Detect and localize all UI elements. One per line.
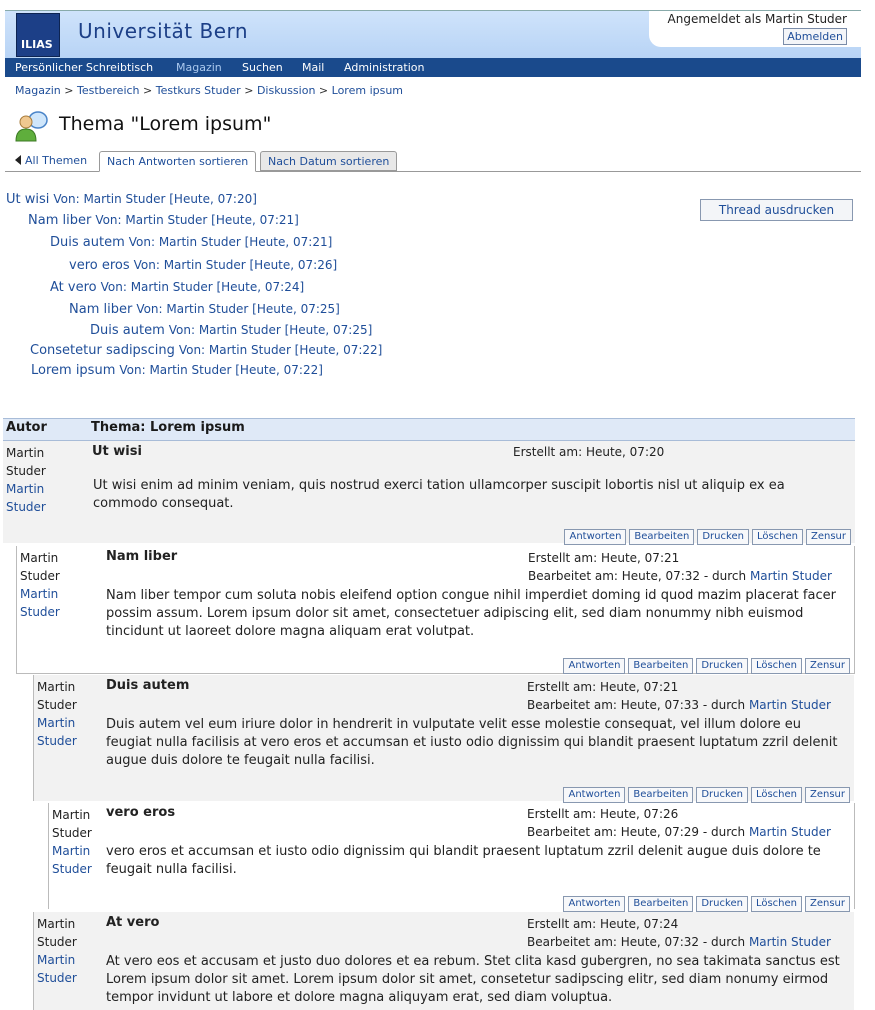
- censor-button[interactable]: Zensur: [806, 529, 851, 545]
- edit-button[interactable]: Bearbeiten: [628, 896, 693, 912]
- author-link-first: Martin: [6, 482, 45, 496]
- university-name: Universität Bern: [78, 19, 249, 43]
- tree-node-title: Consetetur sadipscing: [30, 343, 175, 358]
- author-first-name: Martin: [37, 917, 76, 931]
- tree-node-title: Nam liber: [69, 302, 133, 317]
- tree-node-meta: Von: Martin Studer [Heute, 07:22]: [119, 363, 323, 377]
- tree-node[interactable]: [50, 235, 332, 250]
- author-first-name: Martin: [6, 446, 45, 460]
- tree-node-title: Duis autem: [90, 323, 165, 338]
- censor-button[interactable]: Zensur: [805, 658, 850, 674]
- author-link-first: Martin: [52, 844, 91, 858]
- author-last-name: Studer: [20, 569, 60, 583]
- post: [3, 441, 855, 543]
- delete-button[interactable]: Löschen: [751, 658, 802, 674]
- print-button[interactable]: Drucken: [696, 787, 748, 803]
- reply-button[interactable]: Antworten: [563, 787, 625, 803]
- post: [33, 912, 854, 1010]
- tree-node-meta: Von: Martin Studer [Heute, 07:21]: [95, 213, 299, 227]
- ilias-logo[interactable]: [16, 13, 60, 57]
- post-body: At vero eos et accusam et justo duo dolores et ea rebum. Stet clita kasd gubergren, no sea takimata sanctus est Lorem ipsum dolor sit amet. Lorem ipsum dolor sit amet, consetetur sadipscing elitr, sed diam nonumy eirmod tempor invidunt ut labore et dolore magna aliquyam erat, sed diam voluptua.: [106, 954, 840, 1005]
- tab-all-themes-label: All Themen: [25, 154, 88, 167]
- nav-administration[interactable]: Administration: [344, 61, 425, 74]
- post-edited: [528, 569, 832, 583]
- post-subject: Duis autem: [106, 678, 190, 693]
- edited-by-link[interactable]: Martin Studer: [748, 698, 831, 712]
- post-author-name: [20, 549, 60, 585]
- edited-text: Bearbeitet am: Heute, 07:33 - durch: [527, 698, 749, 712]
- post-author-name: [52, 806, 92, 842]
- edit-button[interactable]: Bearbeiten: [629, 529, 694, 545]
- post-edited: [527, 825, 831, 839]
- post-created: Erstellt am: Heute, 07:26: [527, 807, 679, 821]
- post-edited: [527, 698, 831, 712]
- post-body: vero eros et accumsan et iusto odio dignissim qui blandit praesent luptatum zzril delenit augue duis dolore te feugait nulla facilisi.: [106, 844, 821, 877]
- edit-button[interactable]: Bearbeiten: [628, 787, 693, 803]
- post-author-link[interactable]: [37, 714, 77, 750]
- post-author-name: [6, 444, 46, 480]
- nav-magazin[interactable]: Magazin: [176, 61, 222, 74]
- nav-mail[interactable]: Mail: [302, 61, 325, 74]
- breadcrumb-separator: >: [139, 84, 156, 97]
- logged-in-label: Angemeldet als Martin Studer: [667, 12, 847, 26]
- post: [16, 546, 855, 674]
- user-box: [649, 11, 861, 47]
- post-subject: Ut wisi: [92, 444, 142, 459]
- edited-text: Bearbeitet am: Heute, 07:29 - durch: [527, 825, 749, 839]
- post-created: Erstellt am: Heute, 07:24: [527, 917, 679, 931]
- author-last-name: Studer: [37, 935, 77, 949]
- post-subject: vero eros: [106, 805, 176, 820]
- tree-node[interactable]: [28, 213, 299, 228]
- breadcrumb-item[interactable]: Testkurs Studer: [155, 84, 241, 97]
- breadcrumb-separator: >: [315, 84, 332, 97]
- breadcrumb-separator: >: [60, 84, 77, 97]
- post-edited: [527, 935, 831, 949]
- tree-node-meta: Von: Martin Studer [Heute, 07:24]: [100, 280, 305, 294]
- edit-button[interactable]: Bearbeiten: [628, 658, 693, 674]
- post-author-name: [37, 915, 77, 951]
- author-first-name: Martin: [20, 551, 59, 565]
- censor-button[interactable]: Zensur: [805, 787, 850, 803]
- back-arrow-icon: [15, 155, 21, 165]
- tree-node[interactable]: [69, 302, 340, 317]
- reply-button[interactable]: Antworten: [564, 529, 626, 545]
- delete-button[interactable]: Löschen: [751, 896, 802, 912]
- logo-text: ILIAS: [21, 38, 53, 51]
- author-link-last: Studer: [20, 605, 60, 619]
- breadcrumb-item[interactable]: Magazin: [15, 84, 61, 97]
- post-actions: [561, 524, 851, 540]
- tree-node[interactable]: [6, 192, 257, 207]
- post-body: Duis autem vel eum iriure dolor in hendrerit in vulputate velit esse molestie consequat, vel illum dolore eu feugiat nulla facilisis at vero eros et accumsan et iusto odio dignissim qui blandit praesent luptatum zzril delenit augue duis dolore te feugait nulla facilisi.: [106, 717, 838, 768]
- tree-node-title: Nam liber: [28, 213, 92, 228]
- edited-by-link[interactable]: Martin Studer: [748, 935, 831, 949]
- post: [48, 803, 855, 909]
- tree-node[interactable]: [69, 258, 337, 273]
- tree-node-meta: Von: Martin Studer [Heute, 07:21]: [128, 235, 333, 249]
- breadcrumb-item[interactable]: Diskussion: [256, 84, 316, 97]
- column-header-topic: Thema: Lorem ipsum: [91, 420, 245, 435]
- page-title: Thema "Lorem ipsum": [59, 113, 272, 135]
- author-last-name: Studer: [6, 464, 46, 478]
- print-button[interactable]: Drucken: [696, 658, 748, 674]
- sort-tabs: [5, 150, 861, 172]
- edited-text: Bearbeitet am: Heute, 07:32 - durch: [528, 569, 750, 583]
- tree-node-title: At vero: [50, 280, 97, 295]
- print-thread-button[interactable]: Thread ausdrucken: [700, 199, 853, 221]
- post-actions: [560, 782, 850, 798]
- author-link-last: Studer: [52, 862, 92, 876]
- post-actions: [560, 653, 850, 669]
- author-link-last: Studer: [37, 971, 77, 985]
- tree-node-meta: Von: Martin Studer [Heute, 07:20]: [53, 192, 257, 206]
- reply-button[interactable]: Antworten: [563, 896, 625, 912]
- nav-suchen[interactable]: Suchen: [242, 61, 283, 74]
- reply-button[interactable]: Antworten: [563, 658, 625, 674]
- post-actions: [560, 891, 850, 907]
- author-link-last: Studer: [37, 734, 77, 748]
- tree-node[interactable]: [30, 343, 382, 358]
- post-subject: Nam liber: [106, 549, 178, 564]
- nav-desktop[interactable]: Persönlicher Schreibtisch: [15, 61, 154, 74]
- breadcrumb-separator: >: [240, 84, 257, 97]
- tree-node-meta: Von: Martin Studer [Heute, 07:26]: [133, 258, 338, 272]
- author-last-name: Studer: [52, 826, 92, 840]
- tree-node-title: vero eros: [69, 258, 130, 273]
- main-nav: [5, 58, 861, 77]
- tree-node[interactable]: [90, 323, 372, 338]
- edited-by-link[interactable]: Martin Studer: [748, 825, 831, 839]
- post-body: Nam liber tempor cum soluta nobis eleifend option congue nihil imperdiet doming id quod mazim placerat facer possim assum. Lorem ipsum dolor sit amet, consectetuer adipiscing elit, sed diam nonummy nibh euismod tincidunt ut laoreet dolore magna aliquam erat volutpat.: [106, 588, 836, 639]
- forum-users-icon: [14, 110, 48, 142]
- tree-node-meta: Von: Martin Studer [Heute, 07:25]: [168, 323, 373, 337]
- post-body: Ut wisi enim ad minim veniam, quis nostrud exerci tation ullamcorper suscipit lobortis nisl ut aliquip ex ea commodo consequat.: [93, 478, 785, 511]
- tree-node-meta: Von: Martin Studer [Heute, 07:22]: [178, 343, 383, 357]
- post-created: Erstellt am: Heute, 07:21: [527, 680, 679, 694]
- tree-node-title: Duis autem: [50, 235, 125, 250]
- author-first-name: Martin: [37, 680, 76, 694]
- post-subject: At vero: [106, 915, 160, 930]
- censor-button[interactable]: Zensur: [805, 896, 850, 912]
- edited-text: Bearbeitet am: Heute, 07:32 - durch: [527, 935, 749, 949]
- tree-node[interactable]: [31, 363, 323, 378]
- print-button[interactable]: Drucken: [697, 529, 749, 545]
- post-author-name: [37, 678, 77, 714]
- tree-node-meta: Von: Martin Studer [Heute, 07:25]: [136, 302, 340, 316]
- post-created: Erstellt am: Heute, 07:21: [528, 551, 680, 565]
- delete-button[interactable]: Löschen: [752, 529, 803, 545]
- author-link-first: Martin: [37, 716, 76, 730]
- column-header-author: Autor: [6, 420, 47, 435]
- author-link-last: Studer: [6, 500, 46, 514]
- posts-table-header: [3, 418, 855, 441]
- post-created: Erstellt am: Heute, 07:20: [513, 445, 665, 459]
- header-bar: [5, 10, 861, 59]
- tab-sort-by-date[interactable]: Nach Datum sortieren: [260, 151, 397, 171]
- tree-node[interactable]: [50, 280, 304, 295]
- author-link-first: Martin: [37, 953, 76, 967]
- post-author-link[interactable]: [20, 585, 60, 621]
- tree-node-title: Ut wisi: [6, 192, 50, 207]
- tab-sort-by-answers[interactable]: Nach Antworten sortieren: [99, 151, 256, 172]
- post-author-link[interactable]: [52, 842, 92, 878]
- breadcrumb-item[interactable]: Lorem ipsum: [331, 84, 404, 97]
- author-last-name: Studer: [37, 698, 77, 712]
- post-author-link[interactable]: [6, 480, 46, 516]
- breadcrumb-item[interactable]: Testbereich: [76, 84, 140, 97]
- author-link-first: Martin: [20, 587, 59, 601]
- edited-by-link[interactable]: Martin Studer: [749, 569, 832, 583]
- post-author-link[interactable]: [37, 951, 77, 987]
- tree-node-title: Lorem ipsum: [31, 363, 116, 378]
- author-first-name: Martin: [52, 808, 91, 822]
- delete-button[interactable]: Löschen: [751, 787, 802, 803]
- breadcrumb: [15, 84, 403, 97]
- logout-button[interactable]: Abmelden: [783, 28, 847, 45]
- print-button[interactable]: Drucken: [696, 896, 748, 912]
- post: [33, 675, 854, 801]
- tab-all-themes[interactable]: [15, 151, 87, 170]
